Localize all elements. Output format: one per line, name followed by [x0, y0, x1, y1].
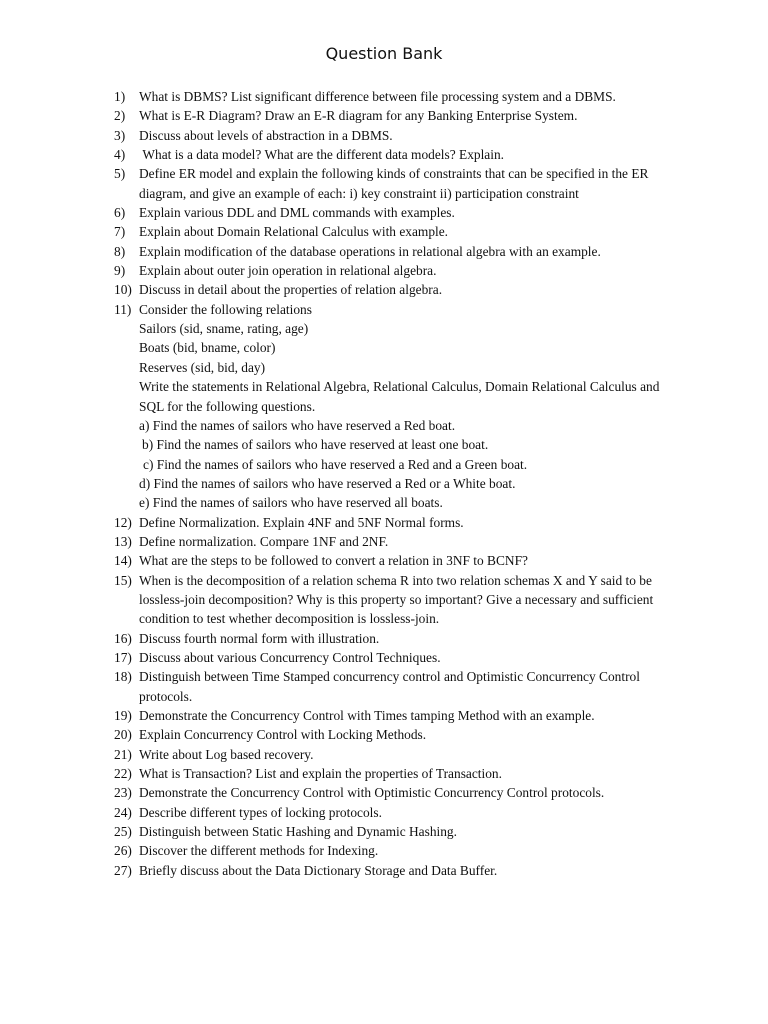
- question-text: Explain modification of the database operations in relational algebra with an example.: [139, 243, 601, 259]
- question-number: 23): [114, 785, 132, 801]
- question-number: 13): [114, 533, 132, 549]
- question-number: 25): [114, 824, 132, 840]
- question-item: [114, 667, 684, 706]
- question-item: [114, 803, 684, 822]
- question-text: What are the steps to be followed to convert a relation in 3NF to BCNF?: [139, 553, 528, 569]
- question-number: 19): [114, 708, 132, 723]
- question-text: Demonstrate the Concurrency Control with Optimistic Concurrency Control protocols.: [139, 785, 605, 801]
- question-number: 17): [114, 649, 132, 665]
- question-text: Demonstrate the Concurrency Control with Times tamping Method with an example.: [139, 708, 595, 723]
- question-number: 5): [114, 166, 126, 182]
- question-item: [114, 841, 684, 860]
- question-text: When is the decomposition of a relation schema R into two relation schemas X and Y said to be lossless-join decomposition? Why is this property so important? Give a necessary and sufficient condition to test whether decomposition is lossless-join.: [139, 572, 654, 627]
- question-item: [114, 551, 684, 570]
- question-item: [114, 106, 684, 125]
- question-number: 20): [114, 727, 132, 743]
- question-number: 18): [114, 669, 132, 685]
- question-item: [114, 783, 684, 802]
- question-item: [114, 648, 684, 667]
- question-number: 26): [114, 843, 132, 859]
- question-text: Discuss about various Concurrency Control Techniques.: [139, 649, 441, 665]
- question-item: [114, 629, 684, 648]
- question-intro: Consider the following relations: [139, 301, 312, 317]
- question-text: Distinguish between Static Hashing and Dynamic Hashing.: [139, 824, 457, 840]
- question-text: Discuss in detail about the properties of relation algebra.: [139, 282, 443, 298]
- question-item: [114, 706, 684, 725]
- question-item: [114, 532, 684, 551]
- question-number: 22): [114, 766, 132, 782]
- question-number: 15): [114, 572, 132, 588]
- question-text: Write about Log based recovery.: [139, 746, 314, 762]
- question-text: Explain about Domain Relational Calculus with example.: [139, 224, 449, 240]
- question-item: [114, 87, 684, 106]
- question-number: 2): [114, 108, 126, 124]
- question-number: 8): [114, 243, 126, 259]
- question-list: [114, 87, 684, 880]
- question-number: 3): [114, 127, 126, 143]
- question-number: 11): [114, 301, 132, 317]
- question-text: Define ER model and explain the following kinds of constraints that can be specified in the ER diagram, and give an example of each: i) key constraint ii) participation constraint: [139, 166, 649, 201]
- question-number: 4): [114, 147, 126, 163]
- sub-question: b) Find the names of sailors who have reserved at least one boat.: [142, 437, 489, 453]
- question-text: What is Transaction? List and explain the properties of Transaction.: [139, 766, 502, 782]
- question-number: 12): [114, 514, 132, 530]
- question-number: 24): [114, 804, 132, 820]
- question-text: Discover the different methods for Indexing.: [139, 843, 379, 859]
- question-item: [114, 764, 684, 783]
- question-item: [114, 861, 684, 880]
- sub-question: a) Find the names of sailors who have reserved a Red boat.: [139, 417, 456, 433]
- question-text: What is a data model? What are the different data models? Explain.: [139, 147, 505, 163]
- question-number: 7): [114, 224, 126, 240]
- question-item: [114, 725, 684, 744]
- page-title: Question Bank: [325, 44, 443, 63]
- question-text: Discuss fourth normal form with illustration.: [139, 630, 380, 646]
- sub-question: d) Find the names of sailors who have reserved a Red or a White boat.: [139, 475, 516, 491]
- relation-schema: Reserves (sid, bid, day): [139, 359, 266, 375]
- question-text: Discuss about levels of abstraction in a DBMS.: [139, 127, 393, 143]
- question-instruction: Write the statements in Relational Algebra, Relational Calculus, Domain Relational Calculus and SQL for the following questions.: [139, 379, 660, 414]
- relation-schema: Sailors (sid, sname, rating, age): [139, 321, 309, 337]
- question-number: 16): [114, 630, 132, 646]
- question-item: [114, 222, 684, 241]
- question-number: 1): [114, 89, 126, 104]
- question-item: [114, 164, 684, 203]
- question-item: [114, 300, 684, 513]
- question-text: What is E-R Diagram? Draw an E-R diagram for any Banking Enterprise System.: [139, 108, 578, 124]
- sub-question: c) Find the names of sailors who have reserved a Red and a Green boat.: [143, 456, 528, 472]
- relation-schema: Boats (bid, bname, color): [139, 340, 276, 356]
- question-number: 10): [114, 282, 132, 298]
- question-text: Explain various DDL and DML commands with examples.: [139, 205, 455, 221]
- question-text: Briefly discuss about the Data Dictionary Storage and Data Buffer.: [139, 862, 498, 878]
- question-text: [139, 300, 684, 513]
- question-number: 27): [114, 862, 132, 878]
- question-item: [114, 571, 684, 629]
- question-text: Define Normalization. Explain 4NF and 5NF Normal forms.: [139, 514, 464, 530]
- sub-question: e) Find the names of sailors who have reserved all boats.: [139, 495, 443, 511]
- question-item: [114, 822, 684, 841]
- question-text: Explain about outer join operation in relational algebra.: [139, 263, 437, 279]
- question-item: [114, 280, 684, 299]
- question-number: 6): [114, 205, 126, 221]
- question-number: 21): [114, 746, 132, 762]
- question-text: Describe different types of locking protocols.: [139, 804, 382, 820]
- question-item: [114, 126, 684, 145]
- question-number: 9): [114, 263, 126, 279]
- question-item: [114, 513, 684, 532]
- question-item: [114, 745, 684, 764]
- question-item: [114, 145, 684, 164]
- question-text: Define normalization. Compare 1NF and 2NF.: [139, 533, 389, 549]
- question-item: [114, 242, 684, 261]
- question-text: Distinguish between Time Stamped concurrency control and Optimistic Concurrency Control protocols.: [139, 669, 640, 704]
- question-number: 14): [114, 553, 132, 569]
- question-item: [114, 261, 684, 280]
- question-text: Explain Concurrency Control with Locking Methods.: [139, 727, 427, 743]
- question-text: What is DBMS? List significant difference between file processing system and a DBMS.: [139, 89, 616, 104]
- question-item: [114, 203, 684, 222]
